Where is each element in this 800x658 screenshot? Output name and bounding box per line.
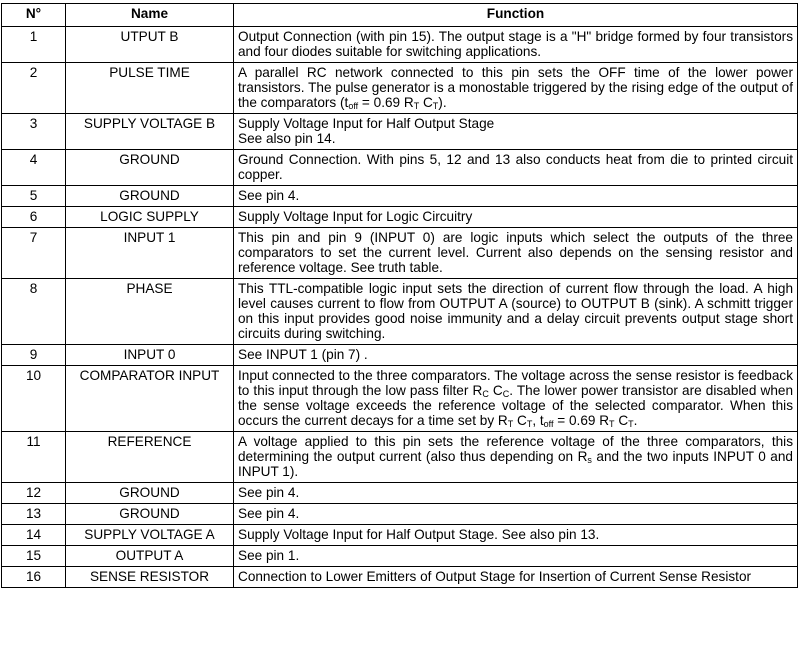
fn-text: See also pin 14. <box>238 131 336 146</box>
pin-number: 1 <box>2 27 66 63</box>
table-row <box>2 150 798 186</box>
pin-number: 15 <box>2 546 66 567</box>
fn-text: C <box>488 383 503 398</box>
table-row <box>2 228 798 279</box>
fn-subscript: T <box>507 419 514 429</box>
fn-subscript: C <box>502 389 510 399</box>
pin-function: See pin 4. <box>234 186 798 207</box>
table-row <box>2 279 798 345</box>
table-row <box>2 366 798 432</box>
pin-number: 3 <box>2 114 66 150</box>
fn-text: C <box>419 95 433 110</box>
pin-function: See pin 4. <box>234 504 798 525</box>
pin-function <box>234 114 798 150</box>
pin-function: This pin and pin 9 (INPUT 0) are logic inputs which select the outputs of the three comparators to set the current level. Current also depends on the sensing resistor and reference voltage. See truth table. <box>234 228 798 279</box>
pin-name: OUTPUT A <box>66 546 234 567</box>
fn-subscript: T <box>432 101 439 111</box>
pin-name: PULSE TIME <box>66 63 234 114</box>
header-name: Name <box>66 4 234 27</box>
table-row <box>2 63 798 114</box>
fn-subscript: T <box>628 419 634 429</box>
pin-function <box>234 63 798 114</box>
pin-number: 7 <box>2 228 66 279</box>
pin-name: GROUND <box>66 186 234 207</box>
fn-text: ). <box>438 95 447 110</box>
pin-name: SENSE RESISTOR <box>66 567 234 588</box>
fn-text: . The lower power transistor are disabled when the sense voltage exceeds the reference voltage of the selected comparator. When this occurs the current decays for a time set by R <box>238 383 794 428</box>
pin-number: 11 <box>2 432 66 483</box>
pin-name: GROUND <box>66 504 234 525</box>
pin-number: 2 <box>2 63 66 114</box>
pin-number: 5 <box>2 186 66 207</box>
fn-text: C <box>614 413 629 428</box>
table-row <box>2 186 798 207</box>
header-row <box>2 4 798 27</box>
fn-text: C <box>513 413 527 428</box>
pin-function: This TTL-compatible logic input sets the direction of current flow through the load. A high level causes current to flow from OUTPUT A (source) to OUTPUT B (sink). A schmitt trigger on this input provides good noise immunity and a delay circuit prevents output stage short circuits during switching. <box>234 279 798 345</box>
pin-function-table <box>1 3 798 588</box>
pin-number: 4 <box>2 150 66 186</box>
fn-text: = 0.69 R <box>358 95 414 110</box>
fn-text: A parallel RC network connected to this pin sets the OFF time of the lower power transistors. The pulse generator is a monostable triggered by the rising edge of the output of the comparators (t <box>238 65 793 110</box>
fn-text: and the two inputs INPUT 0 and INPUT 1). <box>238 449 793 479</box>
pin-function: See INPUT 1 (pin 7) . <box>234 345 798 366</box>
table-row <box>2 207 798 228</box>
pin-name: UTPUT B <box>66 27 234 63</box>
table-row <box>2 345 798 366</box>
pin-function <box>234 432 798 483</box>
table-row <box>2 504 798 525</box>
pin-number: 8 <box>2 279 66 345</box>
fn-subscript: off <box>543 419 554 429</box>
pin-name: REFERENCE <box>66 432 234 483</box>
table-row <box>2 525 798 546</box>
pin-name: INPUT 1 <box>66 228 234 279</box>
pin-name: GROUND <box>66 483 234 504</box>
table-row <box>2 114 798 150</box>
pin-name: GROUND <box>66 150 234 186</box>
header-function: Function <box>234 4 798 27</box>
fn-text: = 0.69 R <box>553 413 610 428</box>
table-row <box>2 567 798 588</box>
fn-text: Supply Voltage Input for Half Output Stage <box>238 116 495 131</box>
pin-name: SUPPLY VOLTAGE A <box>66 525 234 546</box>
pin-number: 13 <box>2 504 66 525</box>
fn-subscript: s <box>587 455 592 465</box>
fn-text: , t <box>532 413 544 428</box>
fn-text: Input connected to the three comparators. The voltage across the sense resistor is feedback to this input through the low pass filter R <box>238 368 793 398</box>
fn-text: . <box>633 413 638 428</box>
pin-function: Ground Connection. With pins 5, 12 and 13 also conducts heat from die to printed circuit copper. <box>234 150 798 186</box>
table-row <box>2 546 798 567</box>
fn-subscript: off <box>348 101 359 111</box>
fn-subscript: T <box>609 419 615 429</box>
fn-subscript: T <box>413 101 420 111</box>
table-row <box>2 483 798 504</box>
pin-name: PHASE <box>66 279 234 345</box>
pin-name: SUPPLY VOLTAGE B <box>66 114 234 150</box>
pin-function: See pin 4. <box>234 483 798 504</box>
header-number: N° <box>2 4 66 27</box>
pin-function: Supply Voltage Input for Logic Circuitry <box>234 207 798 228</box>
table-row <box>2 27 798 63</box>
fn-subscript: T <box>526 419 533 429</box>
pin-function: Connection to Lower Emitters of Output Stage for Insertion of Current Sense Resistor <box>234 567 798 588</box>
pin-function: See pin 1. <box>234 546 798 567</box>
pin-name: COMPARATOR INPUT <box>66 366 234 432</box>
pin-name: INPUT 0 <box>66 345 234 366</box>
pin-number: 9 <box>2 345 66 366</box>
pin-function: Supply Voltage Input for Half Output Stage. See also pin 13. <box>234 525 798 546</box>
pin-number: 6 <box>2 207 66 228</box>
pin-number: 12 <box>2 483 66 504</box>
pin-function <box>234 366 798 432</box>
pin-number: 16 <box>2 567 66 588</box>
pin-number: 10 <box>2 366 66 432</box>
pin-number: 14 <box>2 525 66 546</box>
table-row <box>2 432 798 483</box>
fn-text: A voltage applied to this pin sets the reference voltage of the three comparators, this determining the output current (also thus depending on R <box>238 434 793 464</box>
pin-name: LOGIC SUPPLY <box>66 207 234 228</box>
pin-function: Output Connection (with pin 15). The output stage is a "H" bridge formed by four transistors and four diodes suitable for switching applications. <box>234 27 798 63</box>
fn-subscript: C <box>482 389 489 399</box>
